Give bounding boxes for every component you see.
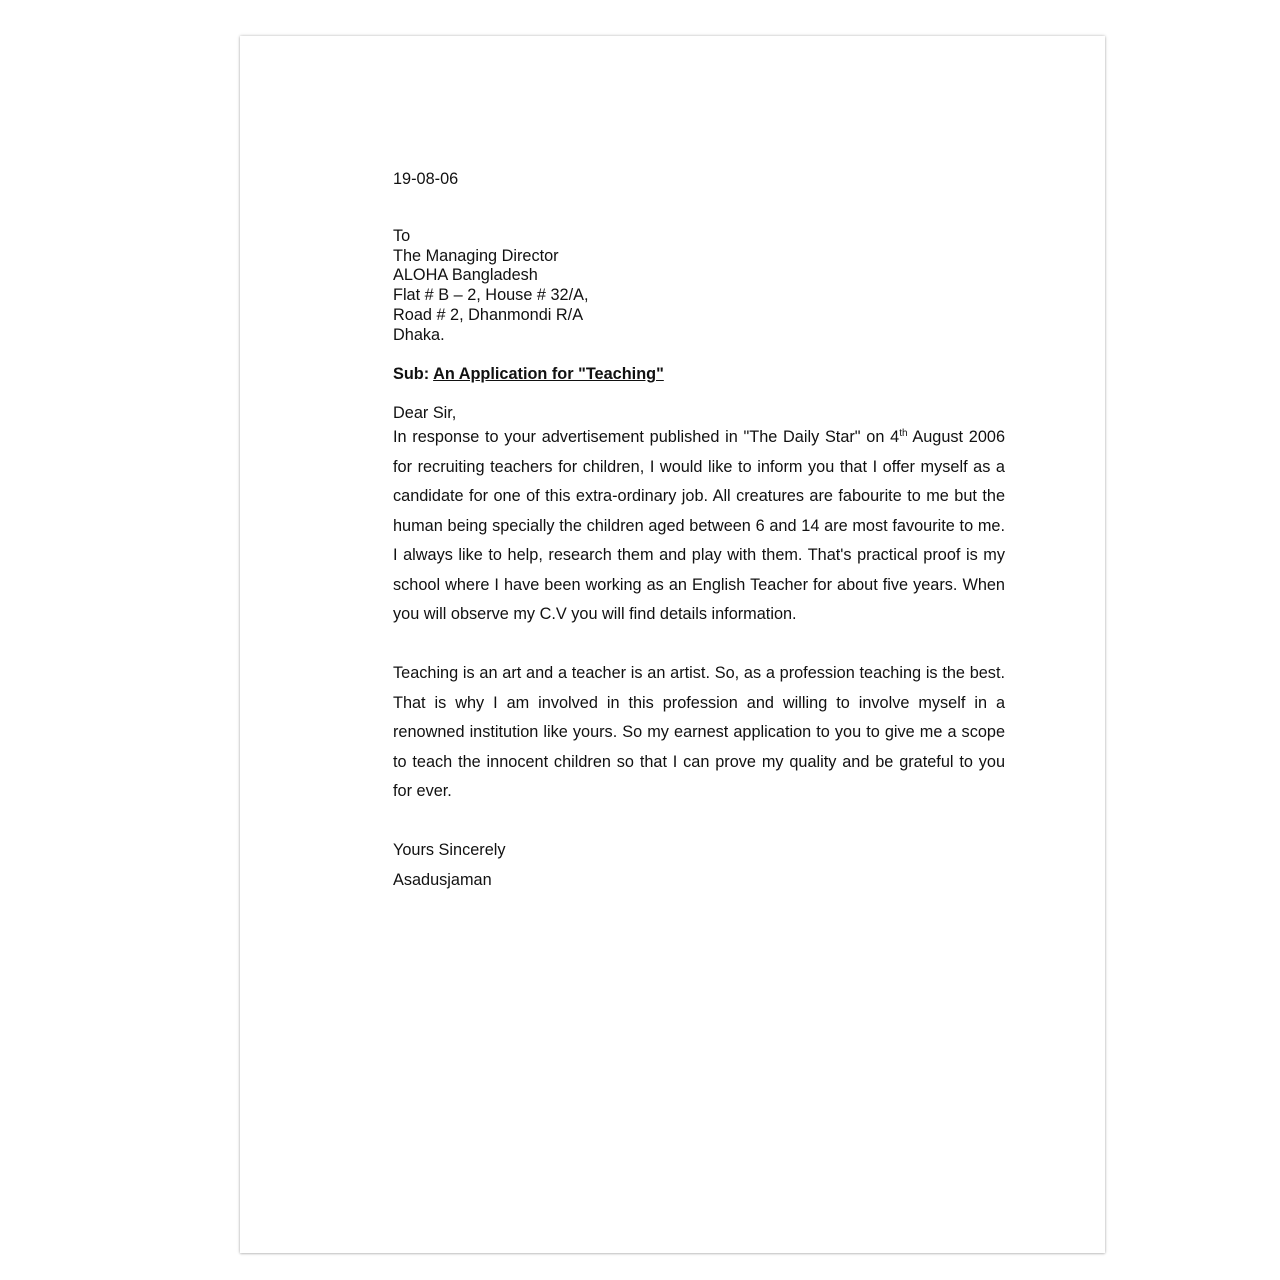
- letter-body: [393, 169, 1005, 895]
- recipient-address: [393, 227, 1005, 345]
- address-to: To: [393, 227, 411, 245]
- letter-date: 19-08-06: [393, 170, 459, 188]
- paragraph-1-rest: August 2006 for recruiting teachers for children, I would like to inform you that I offer myself as a candidate for one of this extra-ordinary job. All creatures are fabourite to me but the human being specially the children aged between 6 and 14 are most favourite to me. I always like to help, research them and play with them. That's practical proof is my school where I have been working as an English Teacher for about five years. When you will observe my C.V you will find details information.: [393, 428, 1005, 624]
- subject-text: An Application for "Teaching": [433, 365, 664, 384]
- address-line: Flat # B – 2, House # 32/A,: [393, 286, 589, 305]
- address-line: ALOHA Bangladesh: [393, 266, 538, 285]
- signature-name: Asadusjaman: [393, 870, 492, 889]
- letter-subject: [393, 364, 1005, 384]
- closing-phrase: Yours Sincerely: [393, 841, 506, 860]
- salutation: Dear Sir,: [393, 404, 457, 423]
- closing-block: [393, 836, 1005, 895]
- address-line: Road # 2, Dhanmondi R/A: [393, 305, 584, 324]
- address-line: Dhaka.: [393, 325, 445, 344]
- body-paragraph-1: [393, 423, 1005, 630]
- ordinal-suffix: th: [899, 428, 908, 440]
- body-paragraph-2: Teaching is an art and a teacher is an artist. So, as a profession teaching is the best. That is why I am involved in this profession and willing to involve myself in a renowned institution like yours. So my earnest application to you to give me a scope to teach the innocent children so that I can prove my quality and be grateful to you for ever.: [393, 664, 1005, 801]
- document-page: [240, 36, 1105, 1253]
- paragraph-1-start: In response to your advertisement published in "The Daily Star" on 4: [393, 428, 900, 447]
- address-line: The Managing Director: [393, 246, 559, 265]
- subject-prefix: Sub:: [393, 365, 430, 384]
